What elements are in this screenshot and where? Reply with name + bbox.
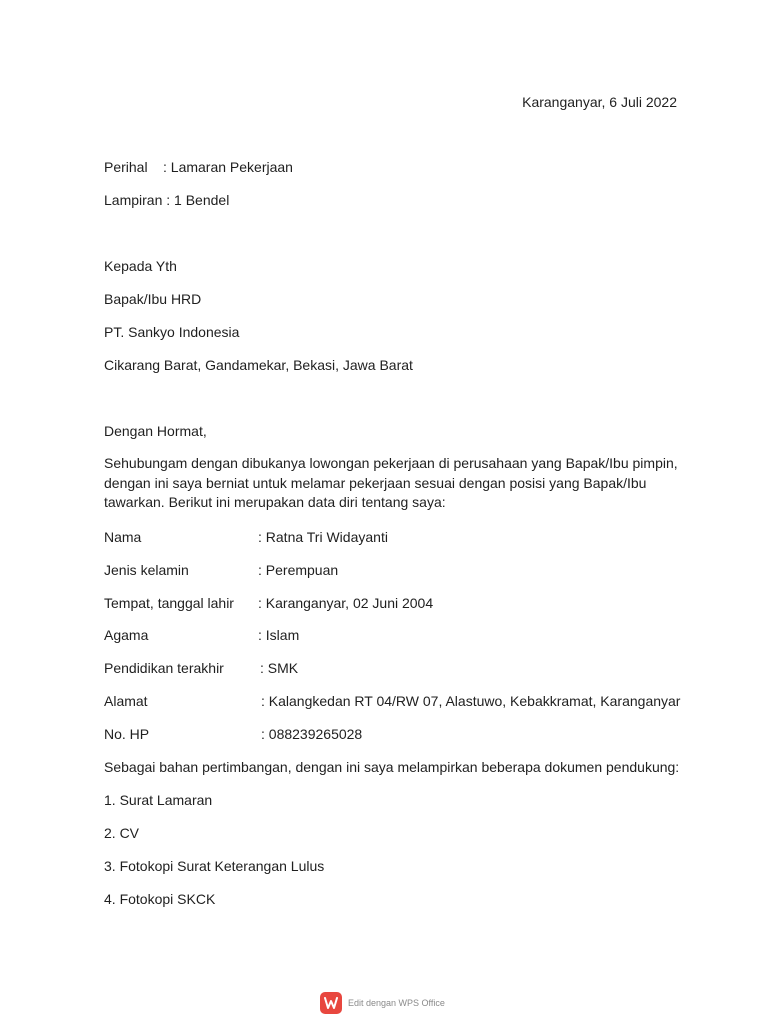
intro-paragraph xyxy=(104,454,678,513)
personal-row xyxy=(104,625,300,645)
personal-label: No. HP xyxy=(104,726,150,742)
personal-row xyxy=(104,527,388,547)
personal-label: Nama xyxy=(104,529,142,545)
attachment-item: 3. Fotokopi Surat Keterangan Lulus xyxy=(104,858,325,874)
perihal-label: Perihal xyxy=(104,159,148,175)
personal-value: : 088239265028 xyxy=(261,726,363,742)
recipient-line: Kepada Yth xyxy=(104,258,177,274)
personal-row xyxy=(104,724,363,744)
perihal-value: : Lamaran Pekerjaan xyxy=(163,159,293,175)
personal-row xyxy=(104,691,681,711)
personal-value: : Perempuan xyxy=(258,562,339,578)
attachments-intro: Sebagai bahan pertimbangan, dengan ini saya melampirkan beberapa dokumen pendukung: xyxy=(104,759,680,775)
wps-footer-text: Edit dengan WPS Office xyxy=(348,998,445,1008)
letter-date: Karanganyar, 6 Juli 2022 xyxy=(522,94,677,110)
intro-line: dengan ini saya berniat untuk melamar pekerjaan sesuai dengan posisi yang Bapak/Ibu xyxy=(104,474,647,491)
attachment-item: 1. Surat Lamaran xyxy=(104,792,213,808)
personal-row xyxy=(104,560,339,580)
personal-label: Jenis kelamin xyxy=(104,562,189,578)
personal-row xyxy=(104,658,299,678)
personal-value: : SMK xyxy=(260,660,299,676)
personal-value: : Kalangkedan RT 04/RW 07, Alastuwo, Kebakkramat, Karanganyar xyxy=(261,693,681,709)
perihal-line xyxy=(104,157,293,177)
attachment-item: 4. Fotokopi SKCK xyxy=(104,891,216,907)
attachment-item: 2. CV xyxy=(104,825,140,841)
recipient-line: Bapak/Ibu HRD xyxy=(104,291,202,307)
personal-label: Agama xyxy=(104,627,149,643)
personal-label: Alamat xyxy=(104,693,148,709)
wps-office-icon xyxy=(320,992,342,1014)
recipient-line: PT. Sankyo Indonesia xyxy=(104,324,240,340)
wps-footer[interactable] xyxy=(320,991,445,1015)
personal-value: : Ratna Tri Widayanti xyxy=(258,529,388,545)
personal-label: Pendidikan terakhir xyxy=(104,660,224,676)
recipient-line: Cikarang Barat, Gandamekar, Bekasi, Jawa Barat xyxy=(104,357,413,373)
intro-line: Sehubungam dengan dibukanya lowongan pekerjaan di perusahaan yang Bapak/Ibu pimpin, xyxy=(104,455,678,471)
personal-row xyxy=(104,593,434,613)
personal-value: : Karanganyar, 02 Juni 2004 xyxy=(258,595,434,611)
greeting: Dengan Hormat, xyxy=(104,423,207,439)
personal-value: : Islam xyxy=(258,627,300,643)
personal-label: Tempat, tanggal lahir xyxy=(104,595,234,611)
lampiran-line: Lampiran : 1 Bendel xyxy=(104,192,230,208)
intro-line: tawarkan. Berikut ini merupakan data diri tentang saya: xyxy=(104,494,446,510)
